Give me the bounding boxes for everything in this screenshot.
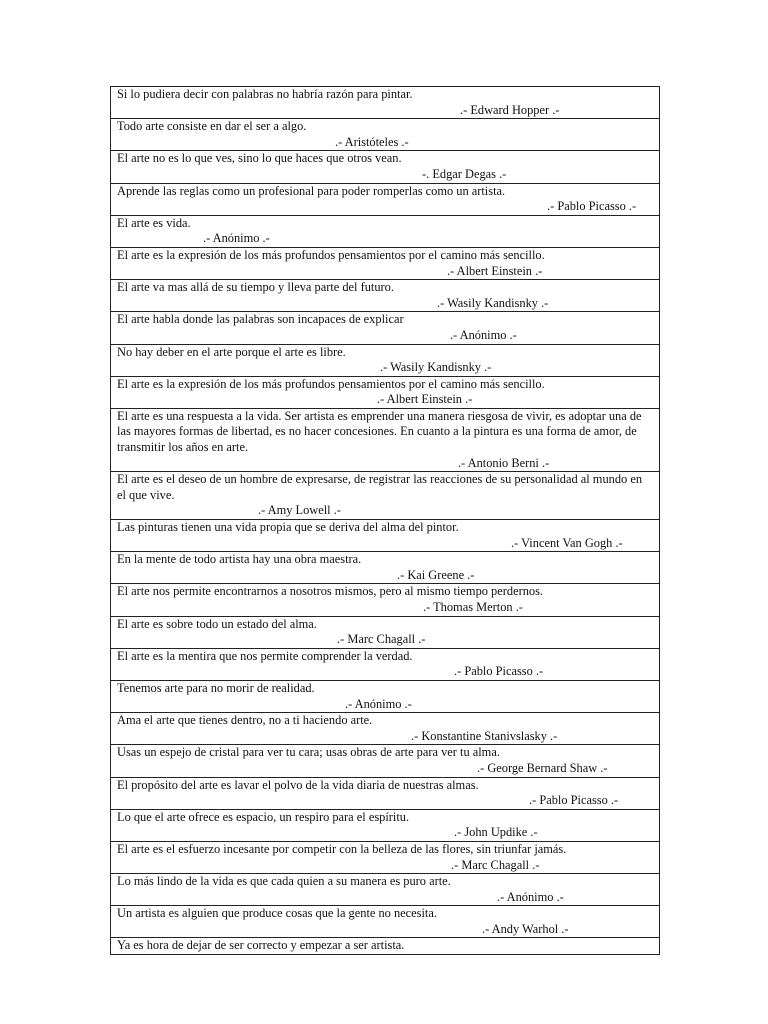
quote-text: El arte es el esfuerzo incesante por competir con la belleza de las flores, sin triunfar jamás. <box>117 841 567 856</box>
quote-author: .- Pablo Picasso .- <box>529 793 619 808</box>
quote-text: El propósito del arte es lavar el polvo de la vida diaria de nuestras almas. <box>117 777 479 792</box>
quote-author: .- Amy Lowell .- <box>258 503 341 518</box>
quote-text: El arte es la mentira que nos permite comprender la verdad. <box>117 648 413 663</box>
quote-text: El arte es la expresión de los más profundos pensamientos por el camino más sencillo. <box>117 247 545 262</box>
quote-text: Lo más lindo de la vida es que cada quien a su manera es puro arte. <box>117 874 451 889</box>
quote-text: El arte es la expresión de los más profundos pensamientos por el camino más sencillo. <box>117 376 545 391</box>
quote-row <box>111 938 659 955</box>
quote-author: .- Aristóteles .- <box>335 134 409 149</box>
quote-row <box>111 345 659 377</box>
quote-row <box>111 472 659 520</box>
quote-row <box>111 119 659 151</box>
quote-row <box>111 584 659 616</box>
quote-row <box>111 778 659 810</box>
quote-author: .- Marc Chagall .- <box>337 632 426 647</box>
quote-text: Un artista es alguien que produce cosas que la gente no necesita. <box>117 906 437 921</box>
quote-author: .- Albert Einstein .- <box>377 392 473 407</box>
quote-text: Las pinturas tienen una vida propia que se deriva del alma del pintor. <box>117 520 459 535</box>
quote-row <box>111 874 659 906</box>
quote-row <box>111 248 659 280</box>
quote-row <box>111 842 659 874</box>
quote-author: .- Kai Greene .- <box>397 567 475 582</box>
quote-text: No hay deber en el arte porque el arte es libre. <box>117 344 346 359</box>
quote-text: El arte va mas allá de su tiempo y lleva parte del futuro. <box>117 280 394 295</box>
quote-text: El arte es una respuesta a la vida. Ser artista es emprender una manera riesgosa de vivir, es adoptar una de las mayores formas de libertad, es no hacer concesiones. En cuanto a la pintura es una forma de amor, de transmitir los años en arte. <box>117 408 642 455</box>
quote-text: Aprende las reglas como un profesional para poder romperlas como un artista. <box>117 183 506 198</box>
quote-text: Todo arte consiste en dar el ser a algo. <box>117 119 307 134</box>
quote-author: .- Albert Einstein .- <box>447 263 543 278</box>
quote-row <box>111 184 659 216</box>
quote-text: Usas un espejo de cristal para ver tu cara; usas obras de arte para ver tu alma. <box>117 745 500 760</box>
quote-text: El arte es el deseo de un hombre de expresarse, de registrar las reacciones de su personalidad al mundo en el que vive. <box>117 472 643 502</box>
quote-author: .- Andy Warhol .- <box>482 921 569 936</box>
quote-author: .- Anónimo .- <box>450 327 517 342</box>
quote-author: .- George Bernard Shaw .- <box>477 760 608 775</box>
quote-author: .- Marc Chagall .- <box>451 857 540 872</box>
quote-row <box>111 552 659 584</box>
quote-row <box>111 151 659 183</box>
quote-text: El arte no es lo que ves, sino lo que haces que otros vean. <box>117 151 402 166</box>
quote-row <box>111 280 659 312</box>
quote-text: El arte habla donde las palabras son incapaces de explicar <box>117 312 404 327</box>
quote-author: .- Anónimo .- <box>203 231 270 246</box>
quote-author: .- Edward Hopper .- <box>460 102 560 117</box>
quote-author: .- Wasily Kandisnky .- <box>380 360 492 375</box>
quote-author: .- Antonio Berni .- <box>458 455 550 470</box>
quote-row <box>111 312 659 344</box>
quote-author: .- Pablo Picasso .- <box>547 199 637 214</box>
quote-text: Lo que el arte ofrece es espacio, un respiro para el espíritu. <box>117 809 410 824</box>
quote-text: Ya es hora de dejar de ser correcto y empezar a ser artista. <box>117 938 405 953</box>
quote-text: En la mente de todo artista hay una obra maestra. <box>117 552 362 567</box>
quote-author: .- Konstantine Stanivslasky .- <box>411 728 558 743</box>
quote-row <box>111 681 659 713</box>
quote-author: .- John Updike .- <box>454 825 538 840</box>
quote-row <box>111 906 659 938</box>
quote-row <box>111 617 659 649</box>
quote-author: .- Vincent Van Gogh .- <box>511 535 623 550</box>
quote-author: -. Edgar Degas .- <box>422 166 507 181</box>
quote-row <box>111 810 659 842</box>
quote-row <box>111 649 659 681</box>
quote-row <box>111 87 659 119</box>
quote-text: El arte nos permite encontrarnos a nosotros mismos, pero al mismo tiempo perdernos. <box>117 584 544 599</box>
quote-row <box>111 216 659 248</box>
quote-text: El arte es sobre todo un estado del alma. <box>117 616 317 631</box>
quote-text: Tenemos arte para no morir de realidad. <box>117 680 315 695</box>
quote-text: Si lo pudiera decir con palabras no habría razón para pintar. <box>117 87 413 101</box>
quote-row <box>111 377 659 409</box>
quote-text: Ama el arte que tienes dentro, no a ti haciendo arte. <box>117 713 373 728</box>
quotes-table <box>110 86 660 955</box>
quote-author: .- Anónimo .- <box>497 889 564 904</box>
quote-row <box>111 713 659 745</box>
quote-row <box>111 409 659 472</box>
quote-text: El arte es vida. <box>117 215 191 230</box>
quote-row <box>111 745 659 777</box>
quote-author: .- Wasily Kandisnky .- <box>437 295 549 310</box>
quote-author: .- Pablo Picasso .- <box>454 664 544 679</box>
quote-author: .- Anónimo .- <box>345 696 412 711</box>
quote-author: .- Thomas Merton .- <box>423 600 523 614</box>
quote-row <box>111 520 659 552</box>
